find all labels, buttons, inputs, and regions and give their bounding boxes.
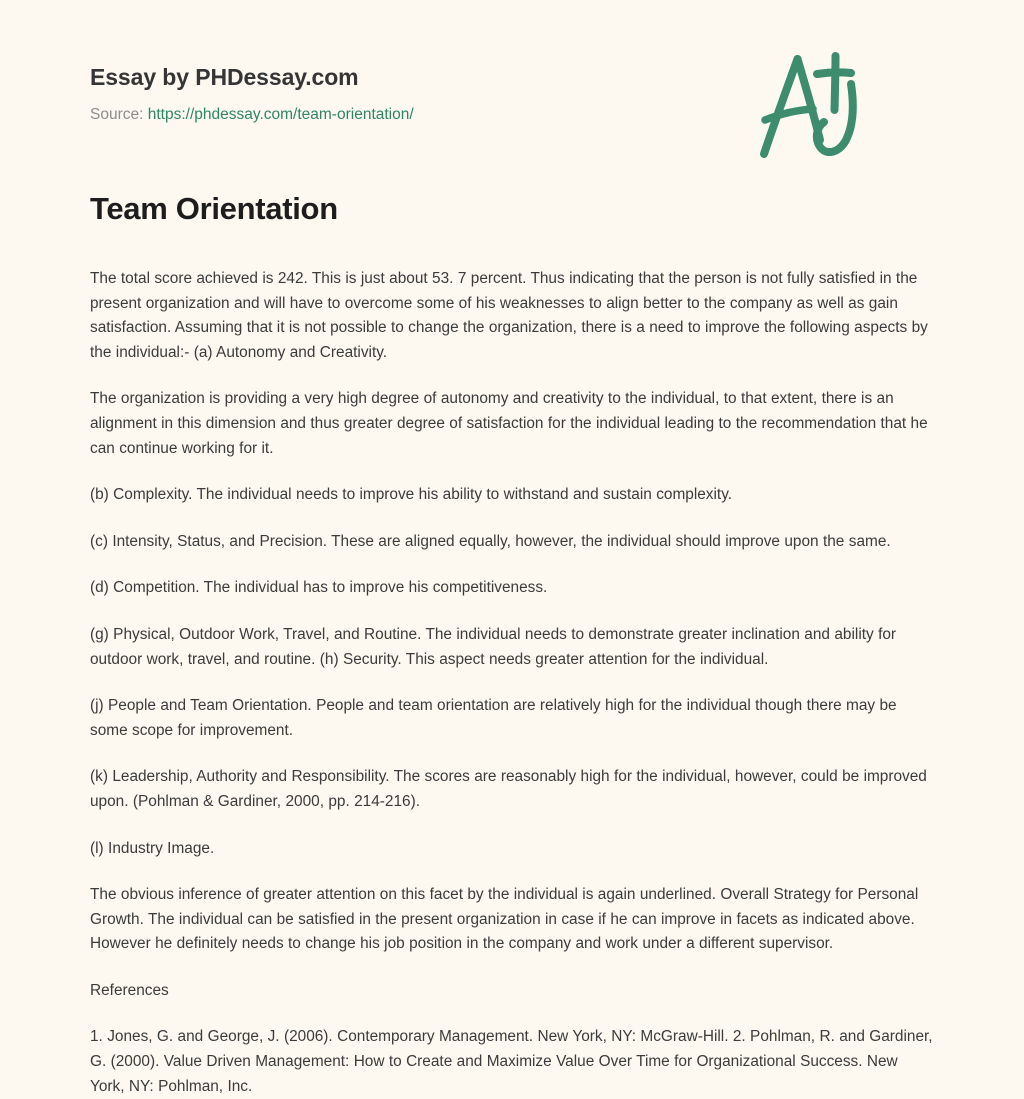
paragraph: (c) Intensity, Status, and Precision. These are aligned equally, however, the individual should improve upon the same. <box>90 532 891 550</box>
source-url-link[interactable]: https://phdessay.com/team-orientation/ <box>147 106 414 123</box>
paragraph: (k) Leadership, Authority and Responsibility. The scores are reasonably high for the individual, however, could be improved upon. (Pohlman & Gardiner, 2000, pp. 214-216). <box>90 768 927 810</box>
paragraph: (d) Competition. The individual has to improve his competitiveness. <box>90 579 548 597</box>
source-label: Source: <box>90 106 144 123</box>
references-heading: References <box>90 981 169 999</box>
page-header <box>90 0 934 126</box>
brand-title: Essay by PHDessay.com <box>90 64 359 90</box>
article-body <box>90 267 934 1099</box>
paragraph: (l) Industry Image. <box>90 839 215 857</box>
a-plus-handwritten-logo-icon <box>750 48 870 166</box>
paragraph: (g) Physical, Outdoor Work, Travel, and Routine. The individual needs to demonstrate greater inclination and ability for outdoor work, travel, and routine. (h) Security. This aspect needs greater attention for the individual. <box>90 625 897 668</box>
paragraph: (j) People and Team Orientation. People and team orientation are relatively high for the individual though there may be some scope for improvement. <box>90 697 897 739</box>
paragraph: The obvious inference of greater attention on this facet by the individual is again underlined. Overall Strategy for Personal Growth. The individual can be satisfied in the present organization in case if he can improve in facets as indicated above. However he definitely needs to change his job position in the company and work under a different supervisor. <box>90 886 919 953</box>
references-list: 1. Jones, G. and George, J. (2006). Contemporary Management. New York, NY: McGraw-Hill. 2. Pohlman, R. and Gardiner, G. (2000). Value Driven Management: How to Create and Maximize Value Over Time for Organizational Success. New York, NY: Pohlman, Inc. <box>90 1028 933 1095</box>
paragraph: The total score achieved is 242. This is just about 53. 7 percent. Thus indicating that the person is not fully satisfied in the present organization and will have to overcome some of his weaknesses to align better to the company as well as gain satisfaction. Assuming that it is not possible to change the organization, there is a need to improve the following aspects by the individual:- (a) Autonomy and Creativity. <box>90 270 928 361</box>
page-title: Team Orientation <box>90 191 338 226</box>
paragraph: The organization is providing a very high degree of autonomy and creativity to the individual, to that extent, there is an alignment in this dimension and thus greater degree of satisfaction for the individual leading to the recommendation that he can continue working for it. <box>90 390 928 457</box>
paragraph: (b) Complexity. The individual needs to improve his ability to withstand and sustain complexity. <box>90 486 733 504</box>
